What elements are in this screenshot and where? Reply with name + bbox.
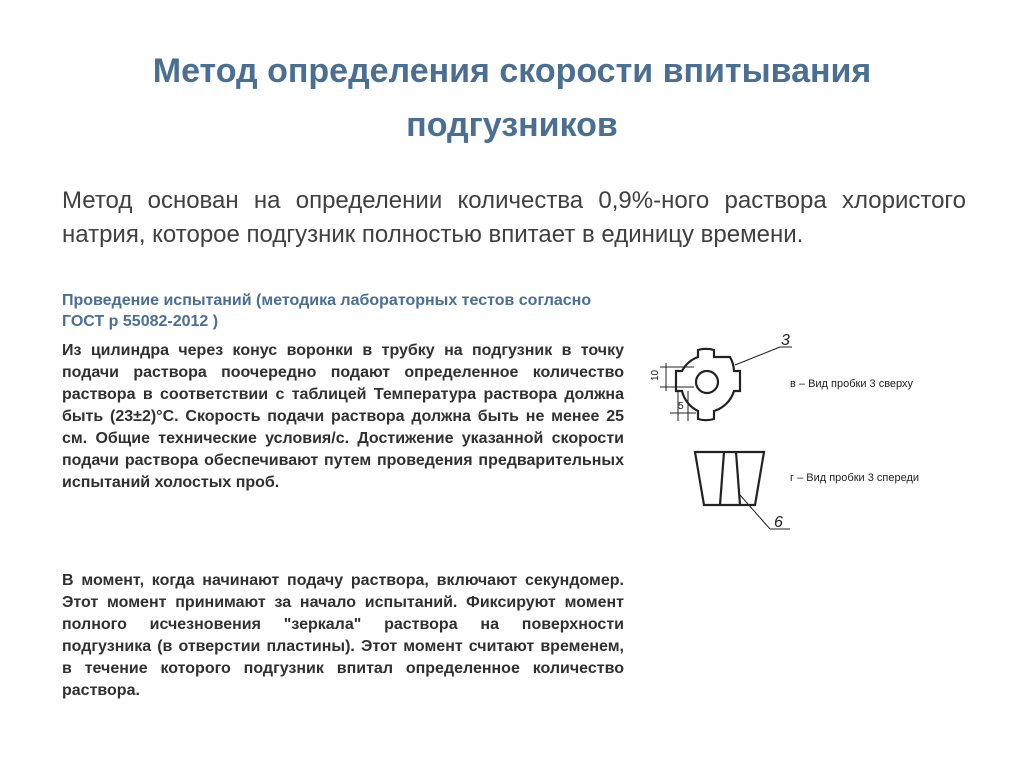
plug-top-view [676, 349, 740, 420]
procedure-paragraph-1: Из цилиндра через конус воронки в трубку на подгузник в точку подачи раствора поочередно подают определенное количество раствора в соответствии с таблицей Температура раствора должна быть (23±2)°С. Скорость подачи раствора должна быть не менее 25 см. Общие технические условия/с. Достижение указанной скорости подачи раствора обеспечивают путем проведения предварительных испытаний холостых проб. [62, 342, 624, 491]
callout-6: 6 [774, 514, 783, 531]
top-view-caption: в – Вид пробки 3 сверху [790, 378, 914, 390]
title-line-2: подгузников [406, 106, 618, 144]
plug-drawing [640, 325, 970, 540]
callout-3: 3 [781, 332, 790, 349]
page-title [40, 44, 984, 152]
dimension-10: 10 [650, 369, 661, 381]
intro-text: Метод основан на определении количества 0,9%-ного раствора хлористого натрия, которое подгузник полностью впитает в единицу времени. [62, 187, 966, 248]
plug-front-view [695, 452, 764, 505]
dimension-5: 5 [678, 401, 684, 412]
title-line-1: Метод определения скорости впитывания [152, 52, 872, 90]
procedure-paragraph-2: В момент, когда начинают подачу раствора, включают секундомер. Этот момент принимают за начало испытаний. Фиксируют момент полного исчезновения "зеркала" раствора на поверхности подгузника (в отверстии пластины). Этот момент считают временем, в течение которого подгузник впитал определенное количество раствора. [62, 572, 624, 699]
front-view-caption: г – Вид пробки 3 спереди [790, 472, 920, 484]
procedure-heading: Проведение испытаний (методика лабораторных тестов согласно ГОСТ р 55082-2012 ) [62, 292, 592, 330]
